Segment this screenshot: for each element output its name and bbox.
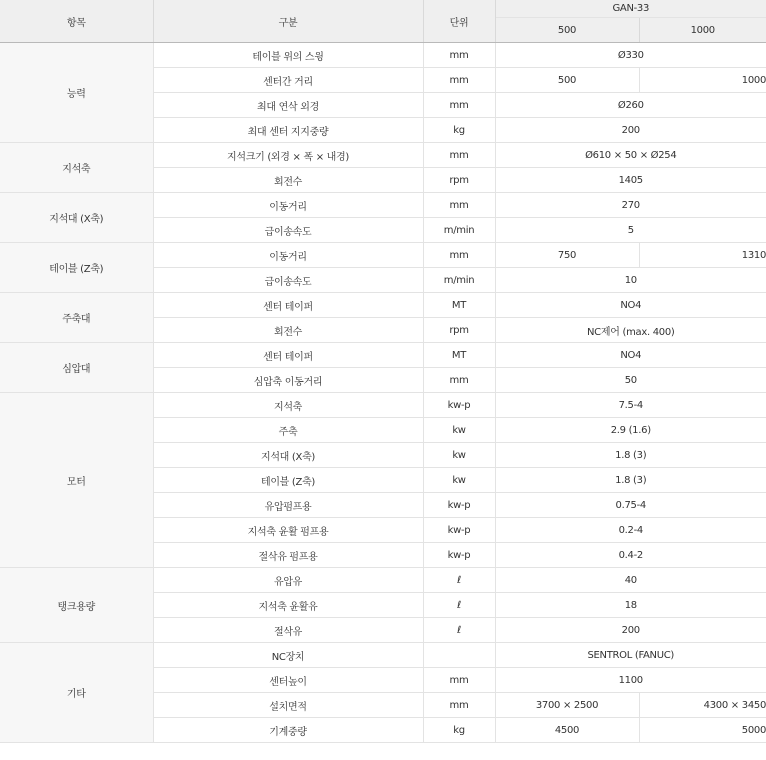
table-row	[0, 393, 766, 418]
unit-cell: kw-p	[423, 393, 495, 418]
category-cell: 테이블 (Z축)	[0, 243, 153, 293]
value-cell: 7.5-4	[495, 393, 766, 418]
unit-cell: rpm	[423, 318, 495, 343]
value-cell: SENTROL (FANUC)	[495, 643, 766, 668]
item-cell: 센터 테이퍼	[153, 343, 423, 368]
value-cell: 10	[495, 268, 766, 293]
item-cell: 회전수	[153, 168, 423, 193]
unit-cell: mm	[423, 693, 495, 718]
value-cell: Ø330	[495, 43, 766, 68]
value-cell-1000: 4300 × 3450	[639, 693, 766, 718]
category-cell: 탱크용량	[0, 568, 153, 643]
item-cell: 최대 연삭 외경	[153, 93, 423, 118]
table-row	[0, 343, 766, 368]
item-cell: 센터 테이퍼	[153, 293, 423, 318]
value-cell-500: 4500	[495, 718, 639, 743]
item-cell: 기계중량	[153, 718, 423, 743]
value-cell-1000: 1310	[639, 243, 766, 268]
unit-cell: m/min	[423, 268, 495, 293]
item-cell: 절삭유	[153, 618, 423, 643]
table-row	[0, 243, 766, 268]
unit-cell: mm	[423, 368, 495, 393]
value-cell: NO4	[495, 293, 766, 318]
unit-cell: rpm	[423, 168, 495, 193]
table-row	[0, 193, 766, 218]
value-cell: 200	[495, 618, 766, 643]
value-cell: 50	[495, 368, 766, 393]
unit-cell: ℓ	[423, 568, 495, 593]
unit-cell: ℓ	[423, 618, 495, 643]
value-cell: 1100	[495, 668, 766, 693]
category-cell: 모터	[0, 393, 153, 568]
value-cell-500: 3700 × 2500	[495, 693, 639, 718]
unit-cell: kg	[423, 118, 495, 143]
table-row	[0, 293, 766, 318]
item-cell: 이동거리	[153, 243, 423, 268]
unit-cell: mm	[423, 243, 495, 268]
value-cell: 0.75-4	[495, 493, 766, 518]
value-cell: 0.2-4	[495, 518, 766, 543]
table-row	[0, 143, 766, 168]
item-cell: 최대 센터 지지중량	[153, 118, 423, 143]
item-cell: 지석축 윤활유	[153, 593, 423, 618]
item-cell: 지석크기 (외경 × 폭 × 내경)	[153, 143, 423, 168]
category-cell: 능력	[0, 43, 153, 143]
value-cell: NC제어 (max. 400)	[495, 318, 766, 343]
item-cell: 이동거리	[153, 193, 423, 218]
value-cell: 0.4-2	[495, 543, 766, 568]
table-row	[0, 568, 766, 593]
value-cell: 270	[495, 193, 766, 218]
item-cell: 절삭유 펌프용	[153, 543, 423, 568]
item-cell: 유압펌프용	[153, 493, 423, 518]
value-cell-500: 500	[495, 68, 639, 93]
category-cell: 지석대 (X축)	[0, 193, 153, 243]
item-cell: 주축	[153, 418, 423, 443]
unit-cell: mm	[423, 193, 495, 218]
table-row	[0, 643, 766, 668]
item-cell: 테이블 위의 스윙	[153, 43, 423, 68]
category-cell: 지석축	[0, 143, 153, 193]
unit-cell: ℓ	[423, 593, 495, 618]
value-cell: 40	[495, 568, 766, 593]
category-cell: 주축대	[0, 293, 153, 343]
header-variant-500: 500	[495, 18, 639, 43]
value-cell: NO4	[495, 343, 766, 368]
item-cell: NC장치	[153, 643, 423, 668]
item-cell: 심압축 이동거리	[153, 368, 423, 393]
value-cell: Ø610 × 50 × Ø254	[495, 143, 766, 168]
unit-cell: kw-p	[423, 518, 495, 543]
header-unit: 단위	[423, 0, 495, 43]
value-cell: Ø260	[495, 93, 766, 118]
item-cell: 회전수	[153, 318, 423, 343]
item-cell: 급이송속도	[153, 218, 423, 243]
unit-cell: mm	[423, 68, 495, 93]
unit-cell: kw-p	[423, 493, 495, 518]
category-cell: 기타	[0, 643, 153, 743]
item-cell: 유압유	[153, 568, 423, 593]
unit-cell: mm	[423, 43, 495, 68]
table-body	[0, 43, 766, 743]
unit-cell: mm	[423, 143, 495, 168]
unit-cell: MT	[423, 293, 495, 318]
table-row	[0, 43, 766, 68]
value-cell: 5	[495, 218, 766, 243]
item-cell: 지석축 윤활 펌프용	[153, 518, 423, 543]
header-model: GAN-33	[495, 0, 766, 18]
item-cell: 센터간 거리	[153, 68, 423, 93]
value-cell: 1405	[495, 168, 766, 193]
unit-cell: kw	[423, 443, 495, 468]
unit-cell: kg	[423, 718, 495, 743]
unit-cell: mm	[423, 668, 495, 693]
value-cell-1000: 5000	[639, 718, 766, 743]
category-cell: 심압대	[0, 343, 153, 393]
value-cell: 2.9 (1.6)	[495, 418, 766, 443]
header-category: 항목	[0, 0, 153, 43]
table-header	[0, 0, 766, 43]
unit-cell: MT	[423, 343, 495, 368]
unit-cell: m/min	[423, 218, 495, 243]
unit-cell: kw-p	[423, 543, 495, 568]
value-cell-500: 750	[495, 243, 639, 268]
unit-cell: mm	[423, 93, 495, 118]
item-cell: 지석축	[153, 393, 423, 418]
value-cell: 18	[495, 593, 766, 618]
header-item: 구분	[153, 0, 423, 43]
value-cell: 200	[495, 118, 766, 143]
value-cell-1000: 1000	[639, 68, 766, 93]
item-cell: 설치면적	[153, 693, 423, 718]
value-cell: 1.8 (3)	[495, 443, 766, 468]
item-cell: 센터높이	[153, 668, 423, 693]
unit-cell: kw	[423, 418, 495, 443]
item-cell: 급이송속도	[153, 268, 423, 293]
value-cell: 1.8 (3)	[495, 468, 766, 493]
header-variant-1000: 1000	[639, 18, 766, 43]
unit-cell: kw	[423, 468, 495, 493]
item-cell: 테이블 (Z축)	[153, 468, 423, 493]
item-cell: 지석대 (X축)	[153, 443, 423, 468]
unit-cell	[423, 643, 495, 668]
